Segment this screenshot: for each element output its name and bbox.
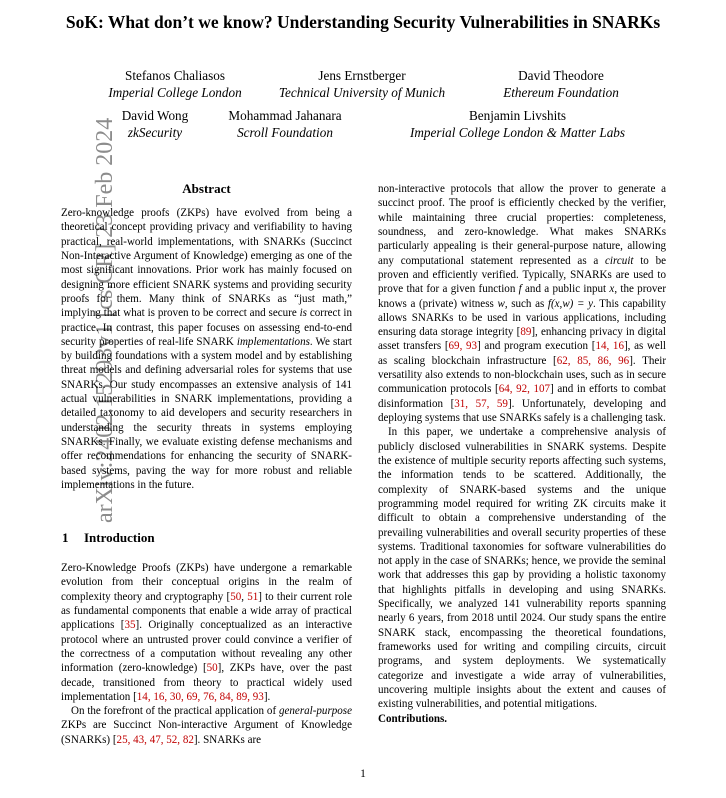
author-name: David Theodore <box>518 68 604 83</box>
author-2 <box>262 67 462 101</box>
citation-link[interactable]: 25, 43, 47, 52, 82 <box>116 733 194 746</box>
author-name: Benjamin Livshits <box>468 108 567 123</box>
math: f(x,w) = y <box>547 297 593 310</box>
citation-link[interactable]: 50 <box>206 662 218 675</box>
paper-title: SoK: What don’t we know? Understanding Security Vulnerabilities in SNARKs <box>65 12 661 32</box>
citation-link[interactable]: 14, 16 <box>595 340 624 353</box>
math: w <box>497 297 505 310</box>
author-affiliation: zkSecurity <box>127 125 183 140</box>
citation-link[interactable]: 31, 57, 59 <box>454 397 508 410</box>
citation-link[interactable]: 69, 93 <box>448 340 478 353</box>
section-title: Introduction <box>84 530 155 545</box>
citation-link[interactable]: 50 <box>230 590 242 603</box>
author-name: Stefanos Chaliasos <box>125 68 225 83</box>
emphasis: implementations <box>236 335 310 348</box>
math: f <box>518 283 522 296</box>
contributions-heading: Contributions. <box>378 712 448 725</box>
emphasis: is <box>299 307 307 320</box>
author-3 <box>486 67 636 101</box>
author-name: David Wong <box>121 108 189 123</box>
author-name: Jens Ernstberger <box>318 68 406 83</box>
abstract-heading: Abstract <box>182 181 231 196</box>
citation-link[interactable]: 51 <box>247 590 259 603</box>
author-5 <box>215 107 355 141</box>
author-affiliation: Imperial College London & Matter Labs <box>409 125 626 140</box>
section-heading <box>62 530 155 546</box>
author-name: Mohammad Jahanara <box>228 108 342 123</box>
math: x <box>609 283 615 296</box>
paragraph: In this paper, we undertake a comprehensive analysis of publicly disclosed vulnerabilities in SNARK systems. Despite the existence of multiple security reports affecting such systems, the information tends to be scattered. Additionally, the complexity of SNARK-based systems and the unique programming model required for writing ZK circuits make it difficult to obtain a comprehensive understanding of the prevailing vulnerabilities and overall security properties of these systems. Traditional taxonomies for software vulnerabilities do not apply in the case of SNARKs; hence, we provide the seminal work that addresses this gap by providing a holistic taxonomy that highlights pitfalls in developing and using SNARKs. Specifically, we analyzed 141 vulnerability reports spanning nearly 6 years, from 2018 until 2024. Our study spans the entire SNARK stack, encompassing the theoretical foundations, frameworks used for writing and compiling circuits, circuit programs, and system deployments. We systematically categorize and investigate a wide array of vulnerabilities, uncovering multiple insights about the extent and causes of existing vulnerabilities, and potential mitigations. <box>378 426 666 711</box>
emphasis: circuit <box>605 254 634 267</box>
right-column-text: non-interactive protocols that allow the prover to generate a succinct proof. The proof is efficiently checked by the verifier, while maintaining three crucial properties: completeness, soundness, and zero-knowledge. What makes SNARKs particularly appealing is their general-purpose nature, allowing any computational statement represented as a circuit to be proven and efficiently verified. Typically, SNARKs are used to prove that for a given function f and a public input x, the prover knows a (private) witness w, such as f(x,w) = y. This capability allows SNARKs to be used in various applications, including ensuring data storage integrity [89], enhancing privacy in digital asset transfers [69, 93] and program execution [14, 16], as well as scaling blockchain infrastructure [62, 85, 86, 96]. Their versatility also extends to non-blockchain uses, such as in secure communication protocols [64, 92, 107] and in efforts to combat disinformation [31, 57, 59]. Unfortunately, developing and deploying systems that use SNARKs safely is a challenging task. In this paper, we undertake a comprehensive analysis of publicly disclosed vulnerabilities in SNARK systems. Despite the existence of multiple security reports affecting such systems, the information tends to be scattered. Additionally, the complexity of SNARK-based systems and the unique programming model required for writing ZK circuits make it difficult to obtain a comprehensive understanding of the prevailing vulnerabilities and overall security properties of these systems. Traditional taxonomies for software vulnerabilities do not apply in the case of SNARKs; hence, we provide the seminal work that addresses this gap by providing a holistic taxonomy that highlights pitfalls in developing and using SNARKs. Specifically, we analyzed 141 vulnerability reports spanning nearly 6 years, from 2018 until 2024. Our study spans the entire SNARK stack, encompassing the theoretical foundations, frameworks used for writing and compiling circuits, circuit programs, and system deployments. We systematically categorize and investigate a wide array of vulnerabilities, uncovering multiple insights about the extent and causes of existing vulnerabilities, and potential mitigations. Contributions. <box>378 183 667 725</box>
intro-text: Zero-Knowledge Proofs (ZKPs) have undergone a remarkable evolution from their conceptual origins in the realm of complexity theory and cryptography [50, 51] to their current role as fundamental components that enable a wide array of practical applications [35]. Originally conceptualized as an interactive protocol where an untrusted prover could convince a verifier of the correctness of a computation without revealing any other information (zero-knowledge) [50], ZKPs have, over the past decade, transitioned from theory to practical widely used implementation [14, 16, 30, 69, 76, 84, 89, 93]. On the forefront of the practical application of general-purpose ZKPs are Succinct Non-interactive Argument of Knowledge (SNARKs) [25, 43, 47, 52, 82]. SNARKs are <box>61 562 352 746</box>
page-number: 1 <box>360 768 366 780</box>
author-affiliation: Imperial College London <box>108 85 242 100</box>
citation-link[interactable]: 89 <box>520 326 532 339</box>
citation-link[interactable]: 64, 92, 107 <box>498 383 551 396</box>
author-1 <box>100 67 250 101</box>
arxiv-identifier: arXiv:2402.15293v1 [cs.CR] 23 Feb 2024 <box>92 117 118 523</box>
citation-link[interactable]: 62, 85, 86, 96 <box>556 354 630 367</box>
author-6 <box>375 107 660 141</box>
author-affiliation: Technical University of Munich <box>278 85 446 100</box>
emphasis: general-purpose <box>278 705 352 718</box>
abstract-text: Zero-knowledge proofs (ZKPs) have evolved from being a theoretical concept providing privacy and verifiability to having practical, real-world implementations, with SNARKs (Succinct Non-Interactive Argument of Knowledge) emerging as one of the most significant innovations. Prior work has mainly focused on designing more efficient SNARK systems and providing security proofs for them. Many think of SNARKs as “just math,” implying that what is proven to be correct and secure is correct in practice. In contrast, this paper focuses on assessing end-to-end security properties of real-life SNARK implementations. We start by building foundations with a system model and by establishing threat models and defining adversarial roles for systems that use SNARKs. Our study encompasses an extensive analysis of 141 actual vulnerabilities in SNARK implementations, providing a detailed taxonomy to aid developers and security researchers in understanding the security threats in systems employing SNARKs. Finally, we evaluate existing defense mechanisms and offer recommendations for enhancing the security of SNARK-based systems, paving the way for more robust and reliable implementations in the future. <box>61 207 352 491</box>
citation-link[interactable]: 14, 16, 30, 69, 76, 84, 89, 93 <box>136 690 264 703</box>
author-affiliation: Scroll Foundation <box>237 125 333 140</box>
author-affiliation: Ethereum Foundation <box>503 85 619 100</box>
citation-link[interactable]: 35 <box>124 619 136 632</box>
section-number: 1 <box>62 530 69 545</box>
